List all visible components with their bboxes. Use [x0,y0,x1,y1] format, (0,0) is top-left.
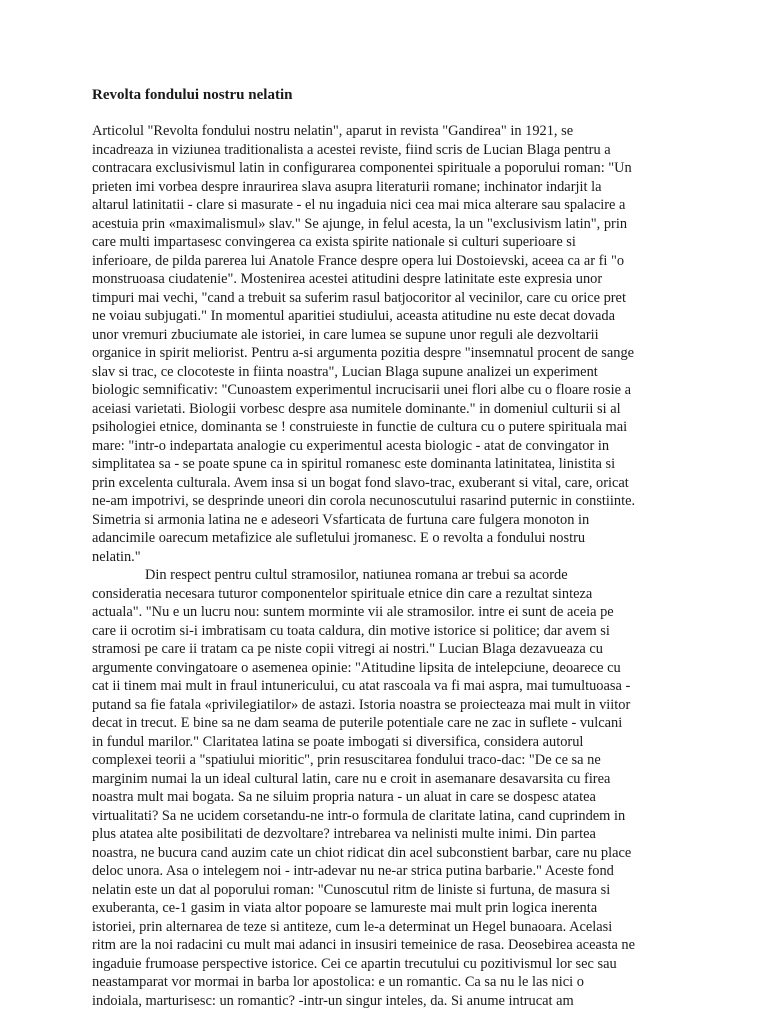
text-line: nelatin." [92,548,141,565]
text-line: psihologiei etnice, dominanta se ! construieste in functie de cultura cu o putere spirituala mai [92,419,628,435]
text-line: marginim numai la un ideal cultural latin, care nu e croit in asemanare desavarsita cu firea [92,770,611,787]
text-line: istoriei, prin alternarea de teze si antiteze, cum le-a determinat un Hegel bunaoara. Acelasi [92,918,613,935]
article-body [92,85,688,1010]
text-line: ne voiau subjugati." In momentul aparitiei studiului, aceasta atitudine nu este decat dovada [92,308,615,324]
text-line: deloc unora. Asa o intelegem noi - intr-adevar nu ne-ar strica putina barbarie." Aceste fond [92,863,614,879]
text-line: plus atatea alte posibilitati de dezvoltare? intrebarea va nelinisti multe inimi. Din partea [92,826,596,842]
text-line: care multi impartasesc convingerea ca exista spirite nationale si culturi superioare si [92,234,576,250]
text-line: complexei teorii a "spatiului mioritic", prin resuscitarea fondului traco-dac: "De ce sa ne [92,752,601,768]
text-line: biologic semnificativ: "Cunoastem experimentul incrucisarii unei flori albe cu o floare rosie a [92,382,631,398]
text-line: aceiasi varietati. Biologii vorbesc despre asa numitele dominante." in domeniul culturii si al [92,400,621,417]
text-line: in fundul marilor." Claritatea latina se poate imbogati si diversifica, considera autorul [92,733,584,750]
text-line: Simetria si armonia latina ne e adeseori Vsfarticata de furtuna care fulgera monoton in [92,511,590,528]
text-line: nelatin este un dat al poporului roman: "Cunoscutul ritm de liniste si furtuna, de masura si [92,881,611,898]
text-line: virtualitati? Sa ne ucidem corsetandu-ne intr-o formula de claritate latina, cand cuprindem in [92,807,626,824]
text-line: inferioare, de pilda parerea lui Anatole France despre opera lui Dostoievski, aceea ca ar fi "o [92,252,625,269]
text-line: care ii ocrotim si-i imbratisam cu toata caldura, din motive istorice si politice; dar avem si [92,622,610,639]
text-line: putand sa fie fatala «privilegiatilor» de astazi. Istoria noastra se proiecteaza mai mult in viitor [92,696,631,713]
text-line: altarul latinitatii - clare si masurate - el nu ingaduia nici cea mai mica alterare sau spalacire a [92,197,626,213]
text-line: prin excelenta culturala. Avem insa si un bogat fond slavo-trac, exuberant si vital, care, oricat [92,474,629,491]
text-line: decat in trecut. E bine sa ne dam seama de puterile potentiale care ne zac in suflete - vulcani [92,715,623,731]
text-line: contracara exclusivismul latin in configurarea componentei spirituale a poporului roman: "Un [92,160,632,176]
text-line: organice in spirit meliorist. Pentru a-si argumenta pozitia despre "insemnatul procent de sange [92,345,635,361]
text-line: slav si trac, ce clocoteste in fiinta noastra", Lucian Blaga supune analizei un experiment [92,363,598,380]
text-line: noastra, ne bucura cand auzim cate un chiot ridicat din acel subconstient barbar, care nu place [92,844,632,861]
article-title: Revolta fondului nostru nelatin [92,87,293,103]
text-line: prieten imi vorbea despre inraurirea slava asupra literaturii romane; inchinator indarjit la [92,178,602,195]
article-text [92,122,688,1010]
text-line: timpuri mai vechi, "cand a trebuit sa suferim rasul batjocoritor al vecinilor, care cu orice pret [92,289,626,306]
text-line: ritm are la noi radacini cu mult mai adanci in insusiri temeinice de rasa. Deosebirea aceasta ne [92,937,636,953]
text-line: noastra mult mai bogata. Sa ne siluim propria natura - un aluat in care se dospesc atatea [92,789,596,805]
text-line: mare: "intr-o indepartata analogie cu experimentul acesta biologic - atat de convingator in [92,437,610,454]
text-line: ingaduie frumoase perspective istorice. Cei ce apartin trecutului cu pozitivismul lor sec sau [92,955,617,972]
text-line: indoiala, marturisesc: un romantic? -intr-un singur inteles, da. Si anume intrucat am [92,992,574,1009]
text-line: Articolul "Revolta fondului nostru nelatin", aparut in revista "Gandirea" in 1921, se [92,123,574,139]
text-line: stramosi pe care ii tratam ca pe niste copii vitregi ai nostri." Lucian Blaga dezavueaza cu [92,641,603,657]
text-line: consideratia necesara tuturor componentelor spirituale etnice din care a rezultat sinteza [92,585,593,602]
text-line: argumente convingatoare o asemenea opinie: "Atitudine lipsita de intelepciune, deoarece cu [92,659,621,676]
text-line: exuberanta, ce-1 gasim in viata altor popoare se lamureste mai mult prin logica inerenta [92,900,598,916]
text-line: Din respect pentru cultul stramosilor, natiunea romana ar trebui sa acorde [145,567,568,583]
text-line: simplitatea sa - se poate spune ca in spiritul romanesc este dominanta latinitatea, linistita si [92,456,616,472]
text-line: ne-am impotrivi, se desprinde uneori din corola necunoscutului rasarind puternic in constiinte. [92,493,636,509]
text-line: monstruoasa ciudatenie". Mostenirea acestei atitudini despre latinitate este expresia unor [92,271,603,287]
text-line: unor vremuri zbuciumate ale istoriei, in care lumea se supune unor reguli ale dezvoltarii [92,326,599,343]
text-line: adancimile oarecum metafizice ale sufletului jromanesc. E o revolta a fondului nostru [92,530,586,546]
text-line: incadreaza in viziunea traditionalista a acestei reviste, fiind scris de Lucian Blaga pentru a [92,141,611,158]
text-line: cat ii tinem mai mult in fraul intunericului, cu atat rascoala va fi mai aspra, mai tumultuoasa - [92,678,631,694]
text-line: acestuia prin «maximalismul» slav." Se ajunge, in felul acesta, la un "exclusivism latin", prin [92,215,628,232]
text-line: neastamparat vor mormai in barba lor apostolica: e un romantic. Ca sa nu le las nici o [92,974,584,990]
text-line: actuala". "Nu e un lucru nou: suntem morminte vii ale stramosilor. intre ei sunt de aceia pe [92,604,614,620]
